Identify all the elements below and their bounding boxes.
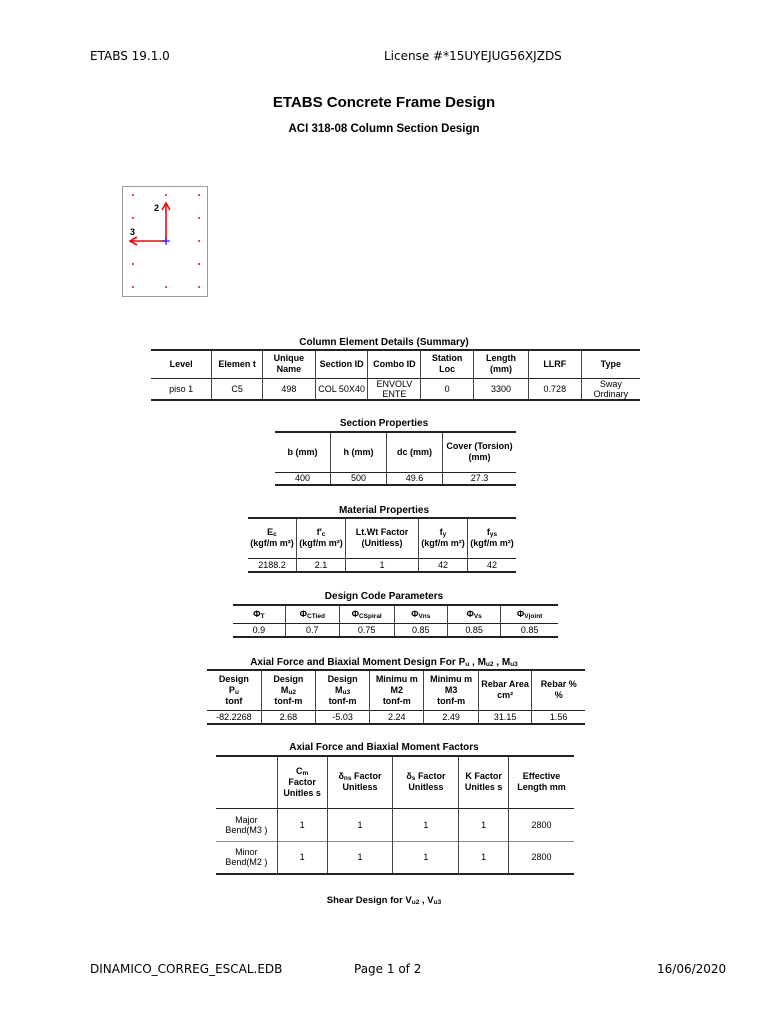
min-m3-value: 2.49 xyxy=(424,710,478,724)
fys-value: 42 xyxy=(467,558,516,572)
h-value: 500 xyxy=(331,472,387,485)
moment-factors-table xyxy=(216,755,574,875)
ec-header: $E_c$ (kgf/m m²) xyxy=(250,527,294,549)
col-section-header: Section ID xyxy=(315,350,368,378)
cm-value: 1 xyxy=(277,841,327,874)
shear-design-heading: Shear Design for $V_{u2}$ , $V_{u3}$ xyxy=(326,895,442,906)
dc-header: dc (mm) xyxy=(387,432,443,472)
min-m2-value: 2.24 xyxy=(370,710,424,724)
local-axes xyxy=(130,203,170,245)
table-row xyxy=(216,808,574,841)
phi-ctied-header: $\Phi_{CTied}$ xyxy=(285,605,339,623)
table-row xyxy=(233,623,558,637)
cover-header: Cover (Torsion) (mm) xyxy=(443,432,517,472)
dns-value: 1 xyxy=(327,841,393,874)
design-mu3-header: Design $M_{u3}$ tonf-m xyxy=(316,670,370,710)
cover-value: 27.3 xyxy=(443,472,517,485)
combo-id-value: ENVOLV ENTE xyxy=(368,378,421,400)
k-value: 1 xyxy=(459,841,509,874)
table-row xyxy=(275,472,516,485)
section-axes-svg xyxy=(123,187,209,298)
rebar-area-header: Rebar Area cm² xyxy=(478,670,532,710)
k-header: K Factor Unitles s xyxy=(459,756,509,808)
llrf-value: 0.728 xyxy=(528,378,581,400)
table-row xyxy=(216,841,574,874)
phi-t-value: 0.9 xyxy=(252,624,266,635)
ec-value: 2188.2 xyxy=(258,559,286,570)
element-value: C5 xyxy=(212,378,263,400)
phi-vns-value: 0.85 xyxy=(394,623,447,637)
cm-value: 1 xyxy=(277,808,327,841)
phi-vjoint-value: 0.85 xyxy=(501,623,558,637)
fy-value: 42 xyxy=(418,558,467,572)
mu2-value: 2.68 xyxy=(261,710,315,724)
phi-cspiral-header: $\Phi_{CSpiral}$ xyxy=(339,605,394,623)
col-unique-header: Unique Name xyxy=(262,350,315,378)
column-details-caption: Column Element Details (Summary) xyxy=(299,337,469,348)
design-pu-header: Design $P_u$ tonf xyxy=(218,673,249,706)
col-element-header: Elemen t xyxy=(212,350,263,378)
section-center xyxy=(162,237,170,245)
dns-value: 1 xyxy=(327,808,393,841)
table-row xyxy=(248,558,516,572)
phi-t-header: $\Phi_T$ xyxy=(253,608,265,620)
min-m2-header: Minimu m M2 tonf-m xyxy=(370,670,424,710)
col-type-header: Type xyxy=(581,350,640,378)
section-diagram xyxy=(122,186,208,297)
phi-ctied-value: 0.7 xyxy=(285,623,339,637)
section-props-caption: Section Properties xyxy=(339,418,429,429)
unique-name-value: 498 xyxy=(262,378,315,400)
phi-vjoint-header: $\Phi_{Vjoint}$ xyxy=(501,605,558,623)
axial-design-caption: Axial Force and Biaxial Moment Design For $P_u$ , $M_{u2}$ , $M_{u3}$ xyxy=(250,657,518,668)
fys-header: $f_{ys}$ (kgf/m m²) xyxy=(467,518,516,558)
phi-vs-header: $\Phi_{Vs}$ xyxy=(447,605,500,623)
row-label: Major Bend(M3 ) xyxy=(225,814,268,835)
pu-value: -82.2268 xyxy=(216,711,252,722)
fc-value: 2.1 xyxy=(296,558,345,572)
level-value: piso 1 xyxy=(169,383,194,394)
axial-design-table xyxy=(207,669,585,725)
material-props-table xyxy=(248,517,516,573)
col-llrf-header: LLRF xyxy=(528,350,581,378)
col-level-header: Level xyxy=(169,358,193,369)
column-details-table xyxy=(151,349,640,401)
design-code-caption: Design Code Parameters xyxy=(324,591,444,602)
h-header: h (mm) xyxy=(331,432,387,472)
ds-value: 1 xyxy=(393,808,459,841)
phi-vs-value: 0.85 xyxy=(447,623,500,637)
station-loc-value: 0 xyxy=(421,378,474,400)
table-row xyxy=(151,378,640,400)
software-version: ETABS 19.1.0 xyxy=(90,49,170,63)
b-value: 400 xyxy=(294,473,311,484)
section-props-table xyxy=(275,431,516,486)
ds-header: $\delta_s$ Factor Unitless xyxy=(393,756,459,808)
row-label: Minor Bend(M2 ) xyxy=(225,847,268,868)
footer-file-name: DINAMICO_CORREG_ESCAL.EDB xyxy=(90,962,283,976)
material-props-caption: Material Properties xyxy=(338,505,430,516)
eff-length-value: 2800 xyxy=(509,808,574,841)
phi-cspiral-value: 0.75 xyxy=(339,623,394,637)
phi-vns-header: $\Phi_{Vns}$ xyxy=(394,605,447,623)
ltwt-header: Lt.Wt Factor (Unitless) xyxy=(345,518,418,558)
axis-3-label: 3 xyxy=(130,227,136,237)
fy-header: $f_y$ (kgf/m m²) xyxy=(418,518,467,558)
ds-value: 1 xyxy=(393,841,459,874)
eff-length-header: Effective Length mm xyxy=(509,756,574,808)
dns-header: $\delta_{ns}$ Factor Unitless xyxy=(327,756,393,808)
min-m3-header: Minimu m M3 tonf-m xyxy=(424,670,478,710)
rebar-area-value: 31.15 xyxy=(478,710,532,724)
license-number: License #*15UYEJUG56XJZDS xyxy=(384,49,562,63)
col-combo-header: Combo ID xyxy=(368,350,421,378)
eff-length-value: 2800 xyxy=(509,841,574,874)
design-mu2-header: Design $M_{u2}$ tonf-m xyxy=(261,670,315,710)
footer-date: 16/06/2020 xyxy=(657,962,727,976)
rebar-pct-header: Rebar % % xyxy=(532,670,585,710)
page-title: ETABS Concrete Frame Design xyxy=(272,94,496,111)
blank-header xyxy=(216,756,277,808)
col-length-header: Length (mm) xyxy=(474,350,529,378)
moment-factors-caption: Axial Force and Biaxial Moment Factors xyxy=(289,742,479,753)
footer-page-number: Page 1 of 2 xyxy=(354,962,422,976)
axis-2-label: 2 xyxy=(154,203,160,213)
table-row xyxy=(207,710,585,724)
design-code-table xyxy=(233,604,558,638)
mu3-value: -5.03 xyxy=(316,710,370,724)
b-header: b (mm) xyxy=(287,446,318,457)
rebar-pct-value: 1.56 xyxy=(532,710,585,724)
section-id-value: COL 50X40 xyxy=(315,378,368,400)
length-value: 3300 xyxy=(474,378,529,400)
dc-value: 49.6 xyxy=(387,472,443,485)
ltwt-value: 1 xyxy=(345,558,418,572)
page-subtitle: ACI 318-08 Column Section Design xyxy=(288,123,480,135)
fc-header: $f'_c$ (kgf/m m²) xyxy=(296,518,345,558)
col-station-header: Station Loc xyxy=(421,350,474,378)
k-value: 1 xyxy=(459,808,509,841)
cm-header: $C_m$ Factor Unitles s xyxy=(277,756,327,808)
type-value: Sway Ordinary xyxy=(581,378,640,400)
